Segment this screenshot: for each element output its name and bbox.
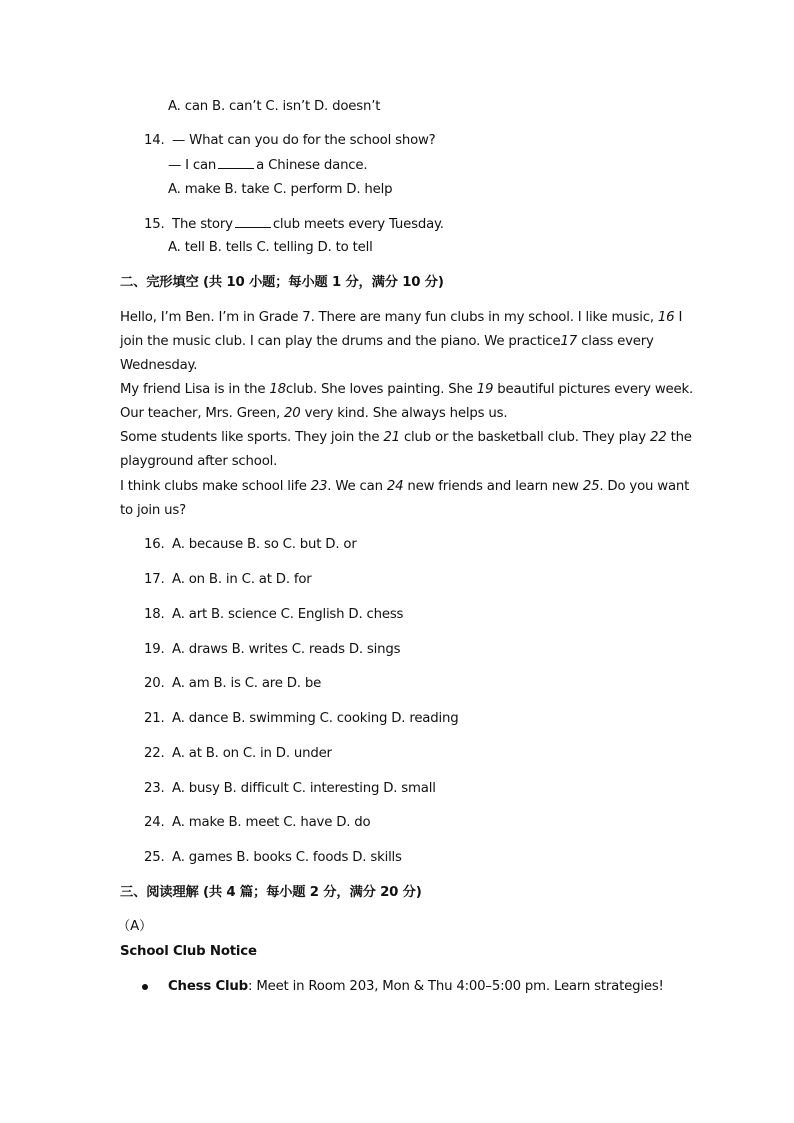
option-number: 17. — [144, 572, 165, 587]
q15-options: A. tell B. tells C. telling D. to tell — [168, 240, 373, 255]
q14-question-text: — What can you do for the school show? — [172, 133, 436, 148]
option-text: A. busy B. difficult C. interesting D. small — [172, 781, 436, 796]
gap-number: 17 — [560, 334, 578, 349]
option-number: 19. — [144, 642, 165, 657]
passage-text: . We can — [327, 479, 383, 494]
passage-line: playground after school. — [120, 454, 278, 469]
option-number: 18. — [144, 607, 165, 622]
option-text: A. on B. in C. at D. for — [172, 572, 312, 587]
cloze-option-row — [144, 814, 370, 832]
gap-number: 18 — [269, 382, 286, 397]
option-text: A. art B. science C. English D. chess — [172, 607, 404, 622]
club-name: Chess Club — [168, 979, 249, 994]
passage-line: Wednesday. — [120, 358, 198, 373]
q15-question — [144, 215, 444, 234]
option-text: A. because B. so C. but D. or — [172, 537, 357, 552]
club-description: : Meet in Room 203, Mon & Thu 4:00–5:00 pm. Learn strategies! — [248, 979, 664, 994]
q14-number: 14. — [144, 133, 165, 148]
passage-text: club. She loves painting. She — [285, 382, 473, 397]
answer-blank — [218, 156, 254, 169]
passage-text: join the music club. I can play the drums and the piano. We practice — [120, 334, 561, 349]
section2-heading: 二、完形填空 (共 10 小题；每小题 1 分，满分 10 分) — [120, 275, 444, 290]
passage-line — [120, 309, 682, 327]
gap-number: 24 — [386, 479, 404, 494]
cloze-option-row — [144, 606, 403, 624]
cloze-option-row — [144, 849, 402, 867]
passage-text: Hello, I’m Ben. I’m in Grade 7. There are many fun clubs in my school. I like music, — [120, 310, 654, 325]
passage-text: club or the basketball club. They play — [403, 430, 646, 445]
bullet-icon — [142, 984, 148, 990]
passage-text: very kind. She always helps us. — [304, 406, 508, 421]
option-number: 21. — [144, 711, 165, 726]
option-number: 24. — [144, 815, 165, 830]
q13-options: A. can B. can’t C. isn’t D. doesn’t — [168, 99, 381, 114]
gap-number: 23 — [310, 479, 328, 494]
q14-options: A. make B. take C. perform D. help — [168, 182, 393, 197]
passage-text: beautiful pictures every week. — [497, 382, 693, 397]
gap-number: 16 — [657, 310, 675, 325]
gap-number: 22 — [650, 430, 667, 445]
answer-blank — [235, 215, 271, 228]
cloze-option-row — [144, 710, 458, 728]
option-number: 23. — [144, 781, 165, 796]
option-number: 16. — [144, 537, 165, 552]
cloze-option-row — [144, 571, 312, 589]
passage-text: Some students like sports. They join the — [120, 430, 380, 445]
option-text: A. make B. meet C. have D. do — [172, 815, 371, 830]
passage-text: I think clubs make school life — [120, 479, 307, 494]
q14-question — [144, 132, 436, 150]
gap-number: 21 — [383, 430, 400, 445]
passage-line — [120, 478, 689, 496]
option-text: A. am B. is C. are D. be — [172, 676, 322, 691]
q14-reply — [168, 156, 367, 175]
gap-number: 25 — [582, 479, 600, 494]
q15-number: 15. — [144, 217, 165, 232]
passage-line — [120, 405, 507, 423]
passage-line — [120, 381, 693, 399]
option-text: A. dance B. swimming C. cooking D. reading — [172, 711, 459, 726]
passage-label: （A） — [117, 919, 153, 934]
cloze-option-row — [144, 536, 357, 554]
q15-question-pre: The story — [172, 217, 233, 232]
gap-number: 20 — [284, 406, 301, 421]
passage-line — [120, 429, 692, 447]
option-text: A. draws B. writes C. reads D. sings — [172, 642, 401, 657]
passage-text: My friend Lisa is in the — [120, 382, 266, 397]
cloze-option-row — [144, 675, 321, 693]
option-number: 22. — [144, 746, 165, 761]
notice-title: School Club Notice — [120, 944, 257, 959]
option-text: A. at B. on C. in D. under — [172, 746, 332, 761]
passage-text: I — [678, 310, 683, 325]
gap-number: 19 — [476, 382, 494, 397]
passage-text: the — [670, 430, 692, 445]
q14-reply-pre: — I can — [168, 158, 217, 173]
passage-line: to join us? — [120, 503, 186, 518]
option-number: 25. — [144, 850, 165, 865]
passage-text: class every — [581, 334, 654, 349]
option-number: 20. — [144, 676, 165, 691]
option-text: A. games B. books C. foods D. skills — [172, 850, 402, 865]
passage-text: . Do you want — [599, 479, 690, 494]
q14-reply-post: a Chinese dance. — [256, 158, 368, 173]
passage-text: new friends and learn new — [407, 479, 579, 494]
passage-line — [120, 333, 654, 351]
passage-text: Our teacher, Mrs. Green, — [120, 406, 280, 421]
notice-item — [168, 978, 664, 996]
section3-heading: 三、阅读理解 (共 4 篇；每小题 2 分，满分 20 分) — [120, 885, 422, 900]
cloze-option-row — [144, 780, 436, 798]
cloze-option-row — [144, 745, 332, 763]
q15-question-post: club meets every Tuesday. — [272, 217, 444, 232]
cloze-option-row — [144, 641, 400, 659]
